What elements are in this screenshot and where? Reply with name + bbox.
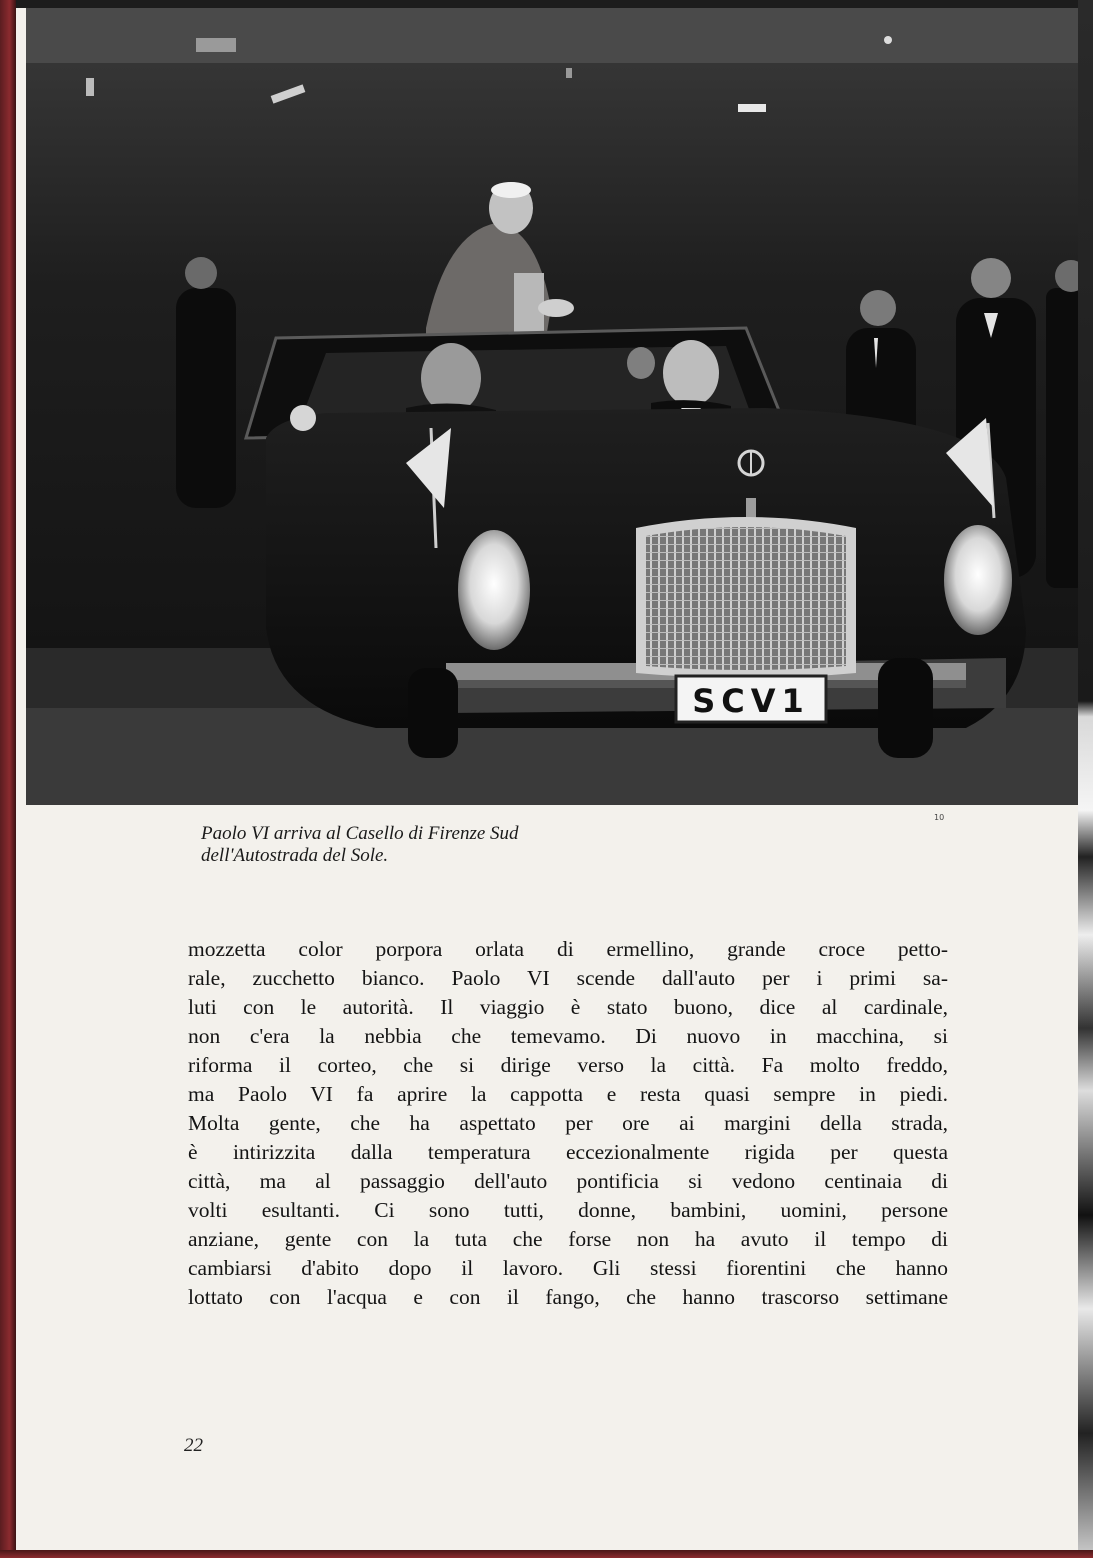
body-line: città, ma al passaggio dell'auto pontificia si vedono centinaia di xyxy=(188,1169,948,1193)
binding-edge-left xyxy=(0,0,16,1558)
body-text xyxy=(188,935,948,1312)
body-line: ma Paolo VI fa aprire la cappotta e resta quasi sempre in piedi. xyxy=(188,1082,948,1106)
photograph-car xyxy=(26,8,1078,805)
body-line: rale, zucchetto bianco. Paolo VI scende dall'auto per i primi sa- xyxy=(188,966,948,990)
page-number: 22 xyxy=(184,1435,203,1456)
figure-number: 10 xyxy=(934,813,945,822)
photo-caption xyxy=(201,823,721,867)
body-line: mozzetta color porpora orlata di ermellino, grande croce petto- xyxy=(188,937,948,961)
body-line: volti esultanti. Ci sono tutti, donne, bambini, uomini, persone xyxy=(188,1198,948,1222)
body-line: Molta gente, che ha aspettato per ore ai margini della strada, xyxy=(188,1111,948,1135)
body-line: è intirizzita dalla temperatura eccezionalmente rigida per questa xyxy=(188,1140,948,1164)
caption-line: dell'Autostrada del Sole. xyxy=(201,845,389,866)
body-line: non c'era la nebbia che temevamo. Di nuovo in macchina, si xyxy=(188,1024,948,1048)
body-line: anziane, gente con la tuta che forse non ha avuto il tempo di xyxy=(188,1227,948,1251)
body-line: lottato con l'acqua e con il fango, che hanno trascorso settimane xyxy=(188,1285,948,1309)
book-page xyxy=(16,8,1078,1550)
caption-line: Paolo VI arriva al Casello di Firenze Sud xyxy=(201,823,519,844)
body-line: riforma il corteo, che si dirige verso la città. Fa molto freddo, xyxy=(188,1053,948,1077)
next-page-edge xyxy=(1078,0,1093,1558)
body-line: cambiarsi d'abito dopo il lavoro. Gli stessi fiorentini che hanno xyxy=(188,1256,948,1280)
binding-edge-bottom xyxy=(0,1550,1093,1558)
licence-plate-text: SCV1 xyxy=(692,682,810,720)
body-line: luti con le autorità. Il viaggio è stato buono, dice al cardinale, xyxy=(188,995,948,1019)
photo-illustration xyxy=(26,8,1078,805)
